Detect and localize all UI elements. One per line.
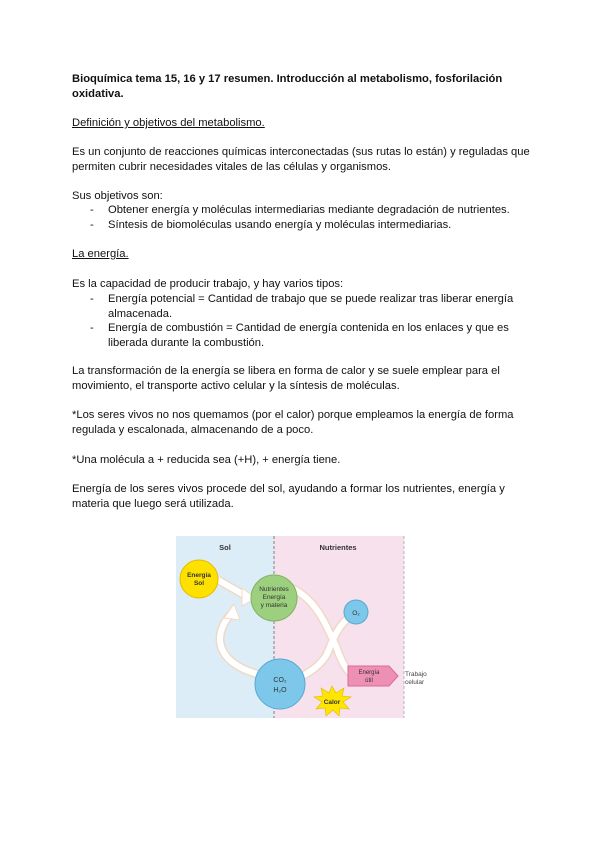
objectives-intro: Sus objetivos son: <box>72 190 163 202</box>
list-item: - Síntesis de biomoléculas usando energía y moléculas intermediarias. <box>72 218 542 233</box>
sun-label: Sol <box>193 580 205 587</box>
document-title: Bioquímica tema 15, 16 y 17 resumen. Introducción al metabolismo, fosforilación oxidativa. <box>72 73 503 100</box>
list-item: - Obtener energía y moléculas intermediarias mediante degradación de nutrientes. <box>72 203 542 218</box>
panel-label-sun: Sol <box>219 543 231 552</box>
nutrients-label: Energía <box>262 594 286 601</box>
co2-label: CO₂ <box>273 677 287 684</box>
sun-label: Energía <box>187 572 211 579</box>
metabolism-definition: Es un conjunto de reacciones químicas interconectadas (sus rutas lo están) y reguladas que permiten cubrir necesidades vitales de las células y organismos. <box>72 146 530 173</box>
section-heading-metabolism: Definición y objetivos del metabolismo. <box>72 117 265 129</box>
oxygen-label: O₂ <box>352 610 360 617</box>
section-heading-energy: La energía. <box>72 248 129 260</box>
panel-label-nutrients: Nutrientes <box>319 543 357 552</box>
paragraph: *Los seres vivos no nos quemamos (por el calor) porque empleamos la energía de forma regulada y escalonada, almacenando de a poco. <box>72 409 514 436</box>
sun-energy-circle <box>180 560 218 598</box>
list-item: - Energía potencial = Cantidad de trabajo que se puede realizar tras liberar energía almacenada. <box>72 292 542 321</box>
energy-cycle-diagram <box>176 536 466 720</box>
energy-intro: Es la capacidad de producir trabajo, y hay varios tipos: <box>72 278 344 290</box>
useful-energy-label: Energía <box>358 670 380 676</box>
cellular-work-label: celular <box>405 679 425 686</box>
cellular-work-label: Trabajo <box>405 671 427 678</box>
paragraph: *Una molécula a + reducida sea (+H), + energía tiene. <box>72 454 341 466</box>
useful-energy-label: útil <box>365 678 373 684</box>
nutrients-label: Nutrientes <box>259 586 289 593</box>
useful-energy-arrow <box>348 666 398 686</box>
h2o-label: H₂O <box>273 687 287 694</box>
co2-water-circle <box>255 659 305 709</box>
paragraph: La transformación de la energía se libera en forma de calor y se suele emplear para el movimiento, el transporte activo celular y la síntesis de moléculas. <box>72 365 500 392</box>
list-item: - Energía de combustión = Cantidad de energía contenida en los enlaces y que es liberada durante la combustión. <box>72 321 542 350</box>
nutrients-label: y materia <box>260 602 288 609</box>
heat-label: Calor <box>323 699 341 706</box>
objectives-list <box>72 203 542 232</box>
energy-types-list <box>72 292 542 350</box>
paragraph: Energía de los seres vivos procede del sol, ayudando a formar los nutrientes, energía y materia que luego será utilizada. <box>72 483 505 510</box>
